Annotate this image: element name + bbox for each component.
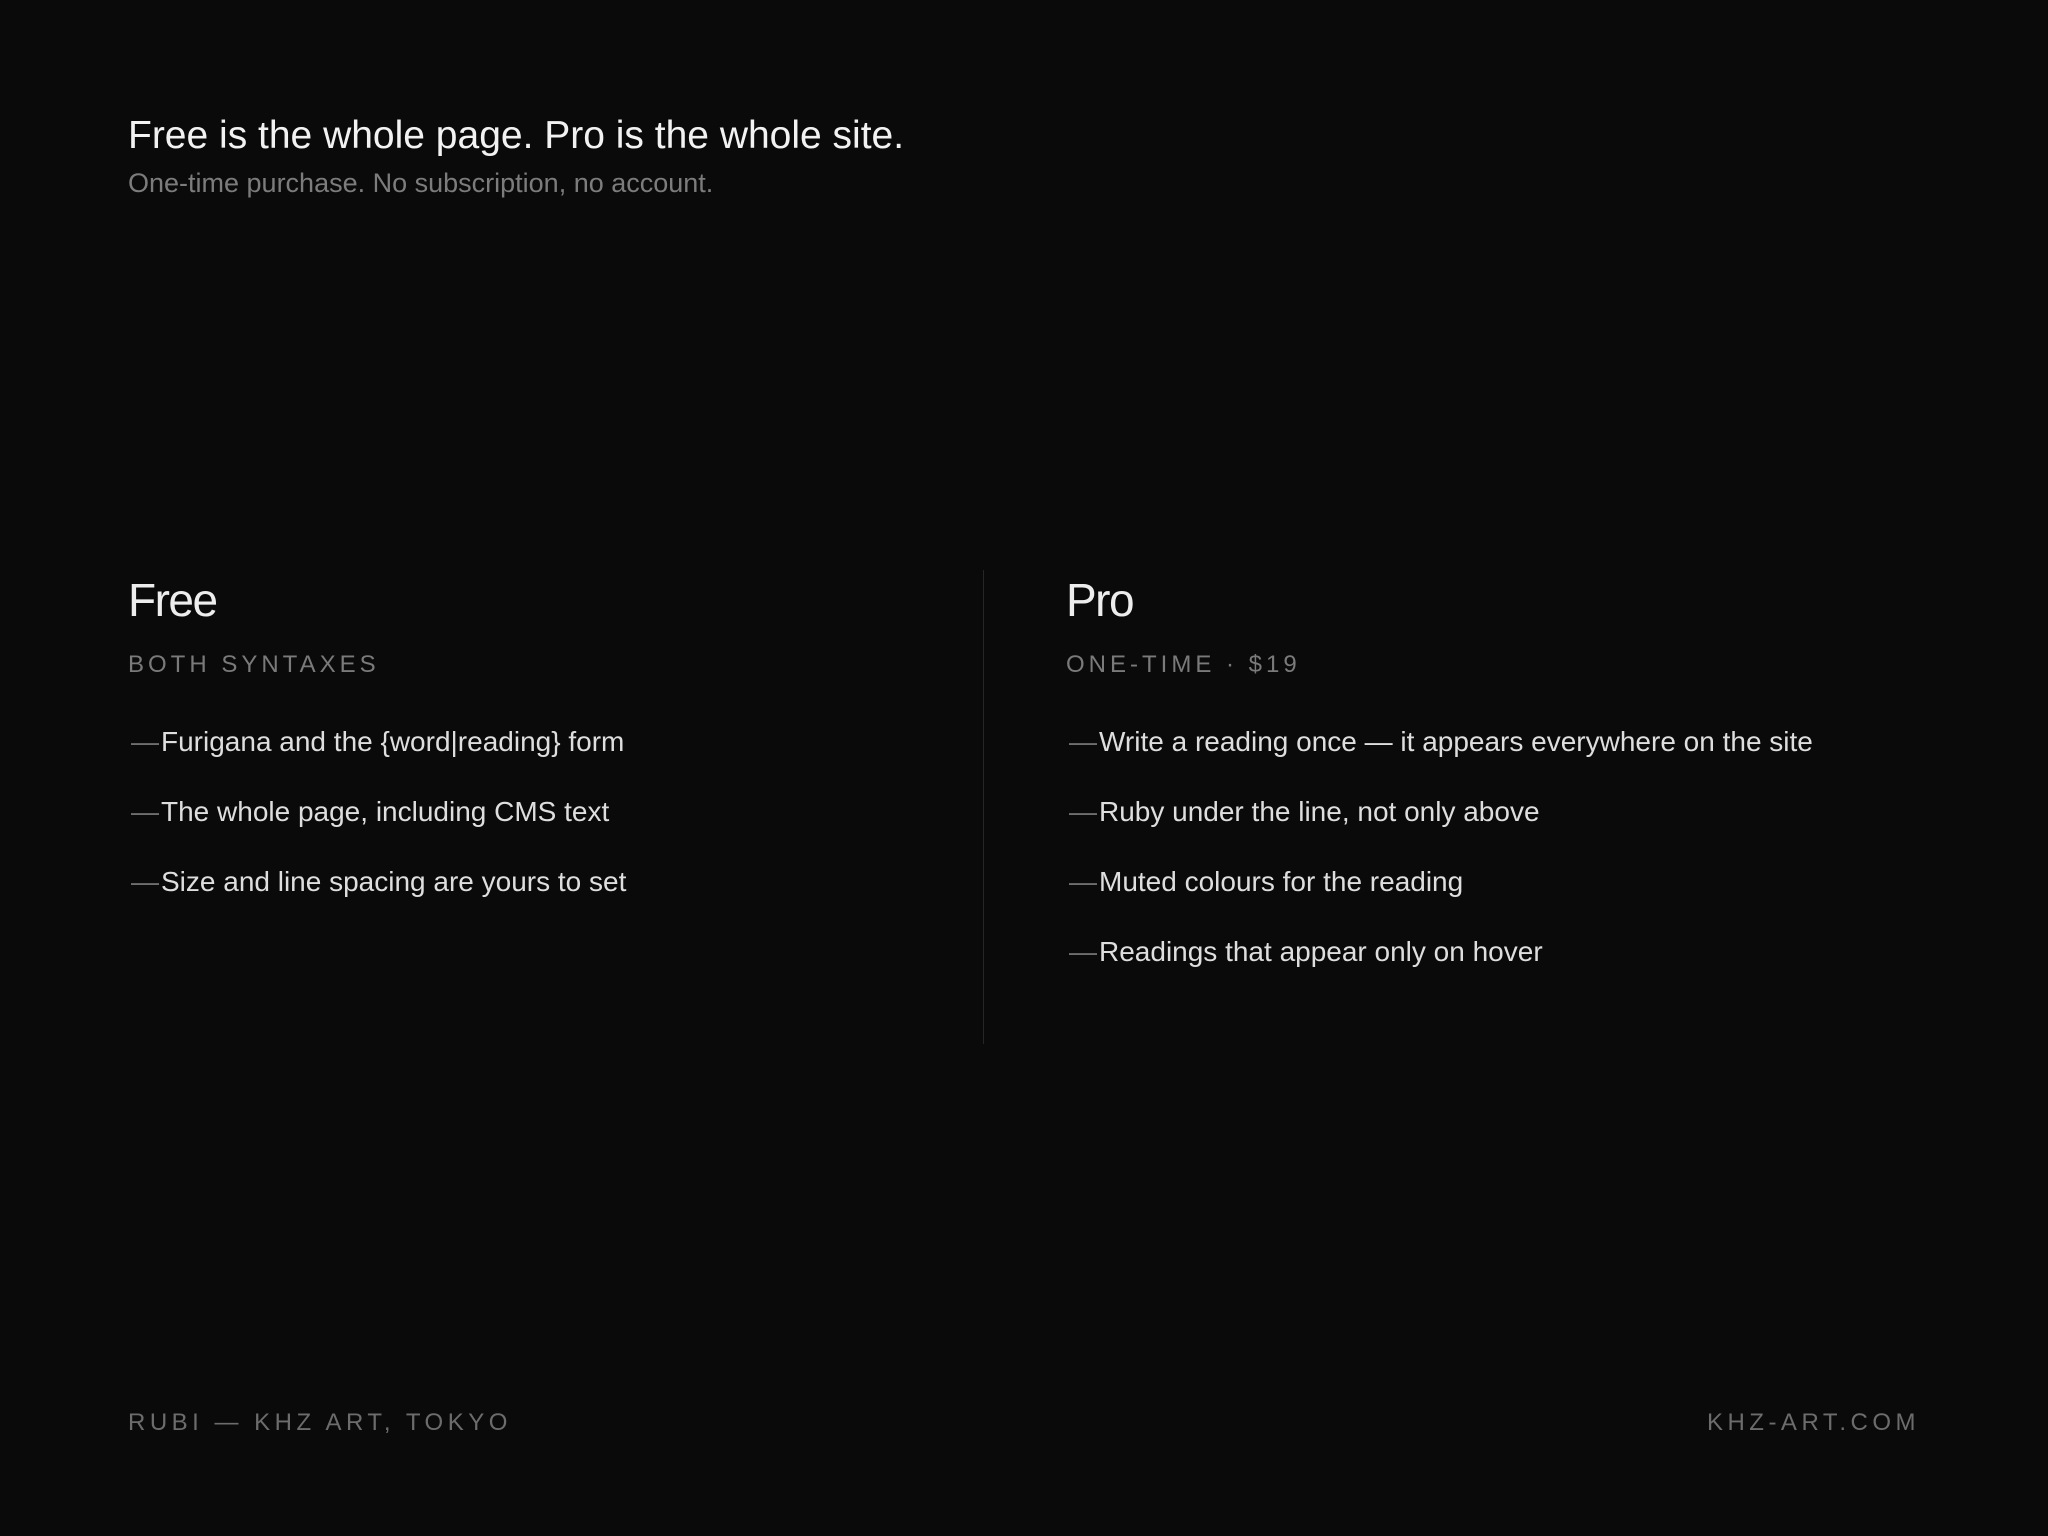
feature-text: Size and line spacing are yours to set [161, 866, 627, 897]
feature-text: Write a reading once — it appears everywhere on the site [1099, 726, 1813, 757]
feature-text: Readings that appear only on hover [1099, 936, 1543, 967]
feature-item [128, 858, 928, 905]
footer-credit: RUBI — KHZ ART, TOKYO [128, 1409, 512, 1436]
dash-bullet: — [131, 866, 159, 897]
dash-bullet: — [131, 796, 159, 827]
column-divider [983, 570, 984, 1044]
feature-text: The whole page, including CMS text [161, 796, 610, 827]
feature-item [128, 788, 928, 835]
footer-site-link[interactable]: KHZ-ART.COM [1706, 1409, 1920, 1436]
feature-text: Muted colours for the reading [1099, 866, 1464, 897]
page-header [128, 112, 1328, 200]
plan-free [128, 572, 928, 928]
page-title: Free is the whole page. Pro is the whole site. [128, 114, 905, 157]
dash-bullet: — [1069, 796, 1097, 827]
feature-list-free [128, 718, 928, 905]
feature-item [128, 718, 928, 765]
feature-item [1066, 928, 1846, 975]
feature-text: Furigana and the {word|reading} form [161, 726, 625, 757]
plan-name-pro: Pro [1066, 574, 1134, 626]
feature-item [1066, 788, 1846, 835]
feature-text: Ruby under the line, not only above [1099, 796, 1540, 827]
plan-meta-pro: ONE-TIME · $19 [1066, 651, 1301, 678]
dash-bullet: — [1069, 936, 1097, 967]
plan-name-free: Free [128, 574, 217, 626]
dash-bullet: — [1069, 866, 1097, 897]
dash-bullet: — [131, 726, 159, 757]
feature-item [1066, 858, 1846, 905]
plan-pro [1066, 572, 1846, 998]
plan-meta-free: BOTH SYNTAXES [128, 651, 380, 678]
page-subtitle: One-time purchase. No subscription, no account. [128, 168, 714, 198]
feature-item [1066, 718, 1846, 765]
feature-list-pro [1066, 718, 1846, 975]
dash-bullet: — [1069, 726, 1097, 757]
